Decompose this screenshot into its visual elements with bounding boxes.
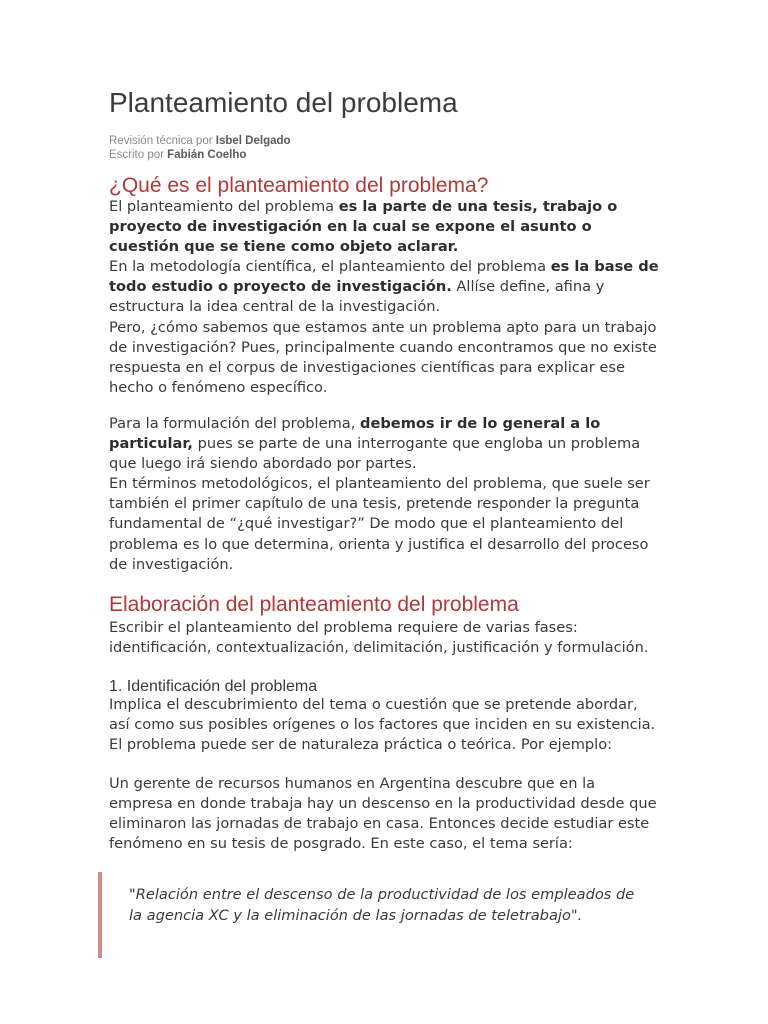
byline [109, 134, 291, 162]
text: pues se parte de una interrogante que engloba un problema que luego irá siendo abordado por partes. [109, 435, 641, 473]
text: Pero, ¿cómo sabemos que estamos ante un problema apto para un trabajo de investigación? Pues, principalmente cuando encontramos que no existe respuesta en el corpus de investigaciones científicas para explicar ese hecho o fenómeno específico. [109, 318, 657, 396]
blockquote-text: "Relación entre el descenso de la productividad de los empleados de la agencia XC y la eliminación de las jornadas de teletrabajo". [129, 886, 635, 924]
section-heading-elaboration: Elaboración del planteamiento del problema [109, 593, 519, 616]
section-heading-what-is: ¿Qué es el planteamiento del problema? [109, 174, 489, 197]
paragraph-identification: Implica el descubrimiento del tema o cuestión que se pretende abordar, así como sus posibles orígenes o los factores que inciden en su existencia. El problema puede ser de naturaleza práctica o teórica. Por ejemplo: [109, 696, 656, 754]
paragraph-example: Un gerente de recursos humanos en Argentina descubre que en la empresa en donde trabaja hay un descenso en la productividad desde que eliminaron las jornadas de trabajo en casa. Entonces decide estudiar este fenómeno en su tesis de posgrado. En este caso, el tema sería: [109, 775, 657, 853]
paragraph-definition [109, 197, 661, 398]
emphasis: debemos ir de lo general a lo particular, [109, 415, 601, 453]
reviewer-name: Isbel Delgado [215, 135, 291, 147]
text: En la metodología científica, el planteamiento del problema [109, 258, 551, 276]
review-label: Revisión técnica por [109, 135, 213, 147]
paragraph-formulation [109, 414, 661, 575]
subsection-heading-identification: 1. Identificación del problema [109, 678, 318, 695]
author-label: Escrito por [109, 149, 164, 161]
emphasis: es la base de todo estudio o proyecto de investigación. [109, 258, 659, 296]
author-name: Fabián Coelho [167, 149, 247, 161]
page-title: Planteamiento del problema [109, 87, 458, 118]
text: Allíse define, afina y estructura la idea central de la investigación. [109, 278, 605, 316]
emphasis: es la parte de una tesis, trabajo o proyecto de investigación en la cual se expone el asunto o cuestión que se tiene como objeto aclarar. [109, 198, 618, 256]
author-line [109, 148, 291, 162]
reviewer-line [109, 134, 291, 148]
text: Para la formulación del problema, [109, 415, 361, 432]
paragraph-phases: Escribir el planteamiento del problema requiere de varias fases: identificación, contextualización, delimitación, justificación y formulación. [109, 619, 649, 657]
text: En términos metodológicos, el planteamiento del problema, que suele ser también el primer capítulo de una tesis, pretende responder la pregunta fundamental de “¿qué investigar?” De modo que el planteamiento del problema es lo que determina, orienta y justifica el desarrollo del proceso de investigación. [109, 475, 650, 573]
blockquote-bar [98, 872, 102, 958]
text: El planteamiento del problema [109, 198, 339, 215]
